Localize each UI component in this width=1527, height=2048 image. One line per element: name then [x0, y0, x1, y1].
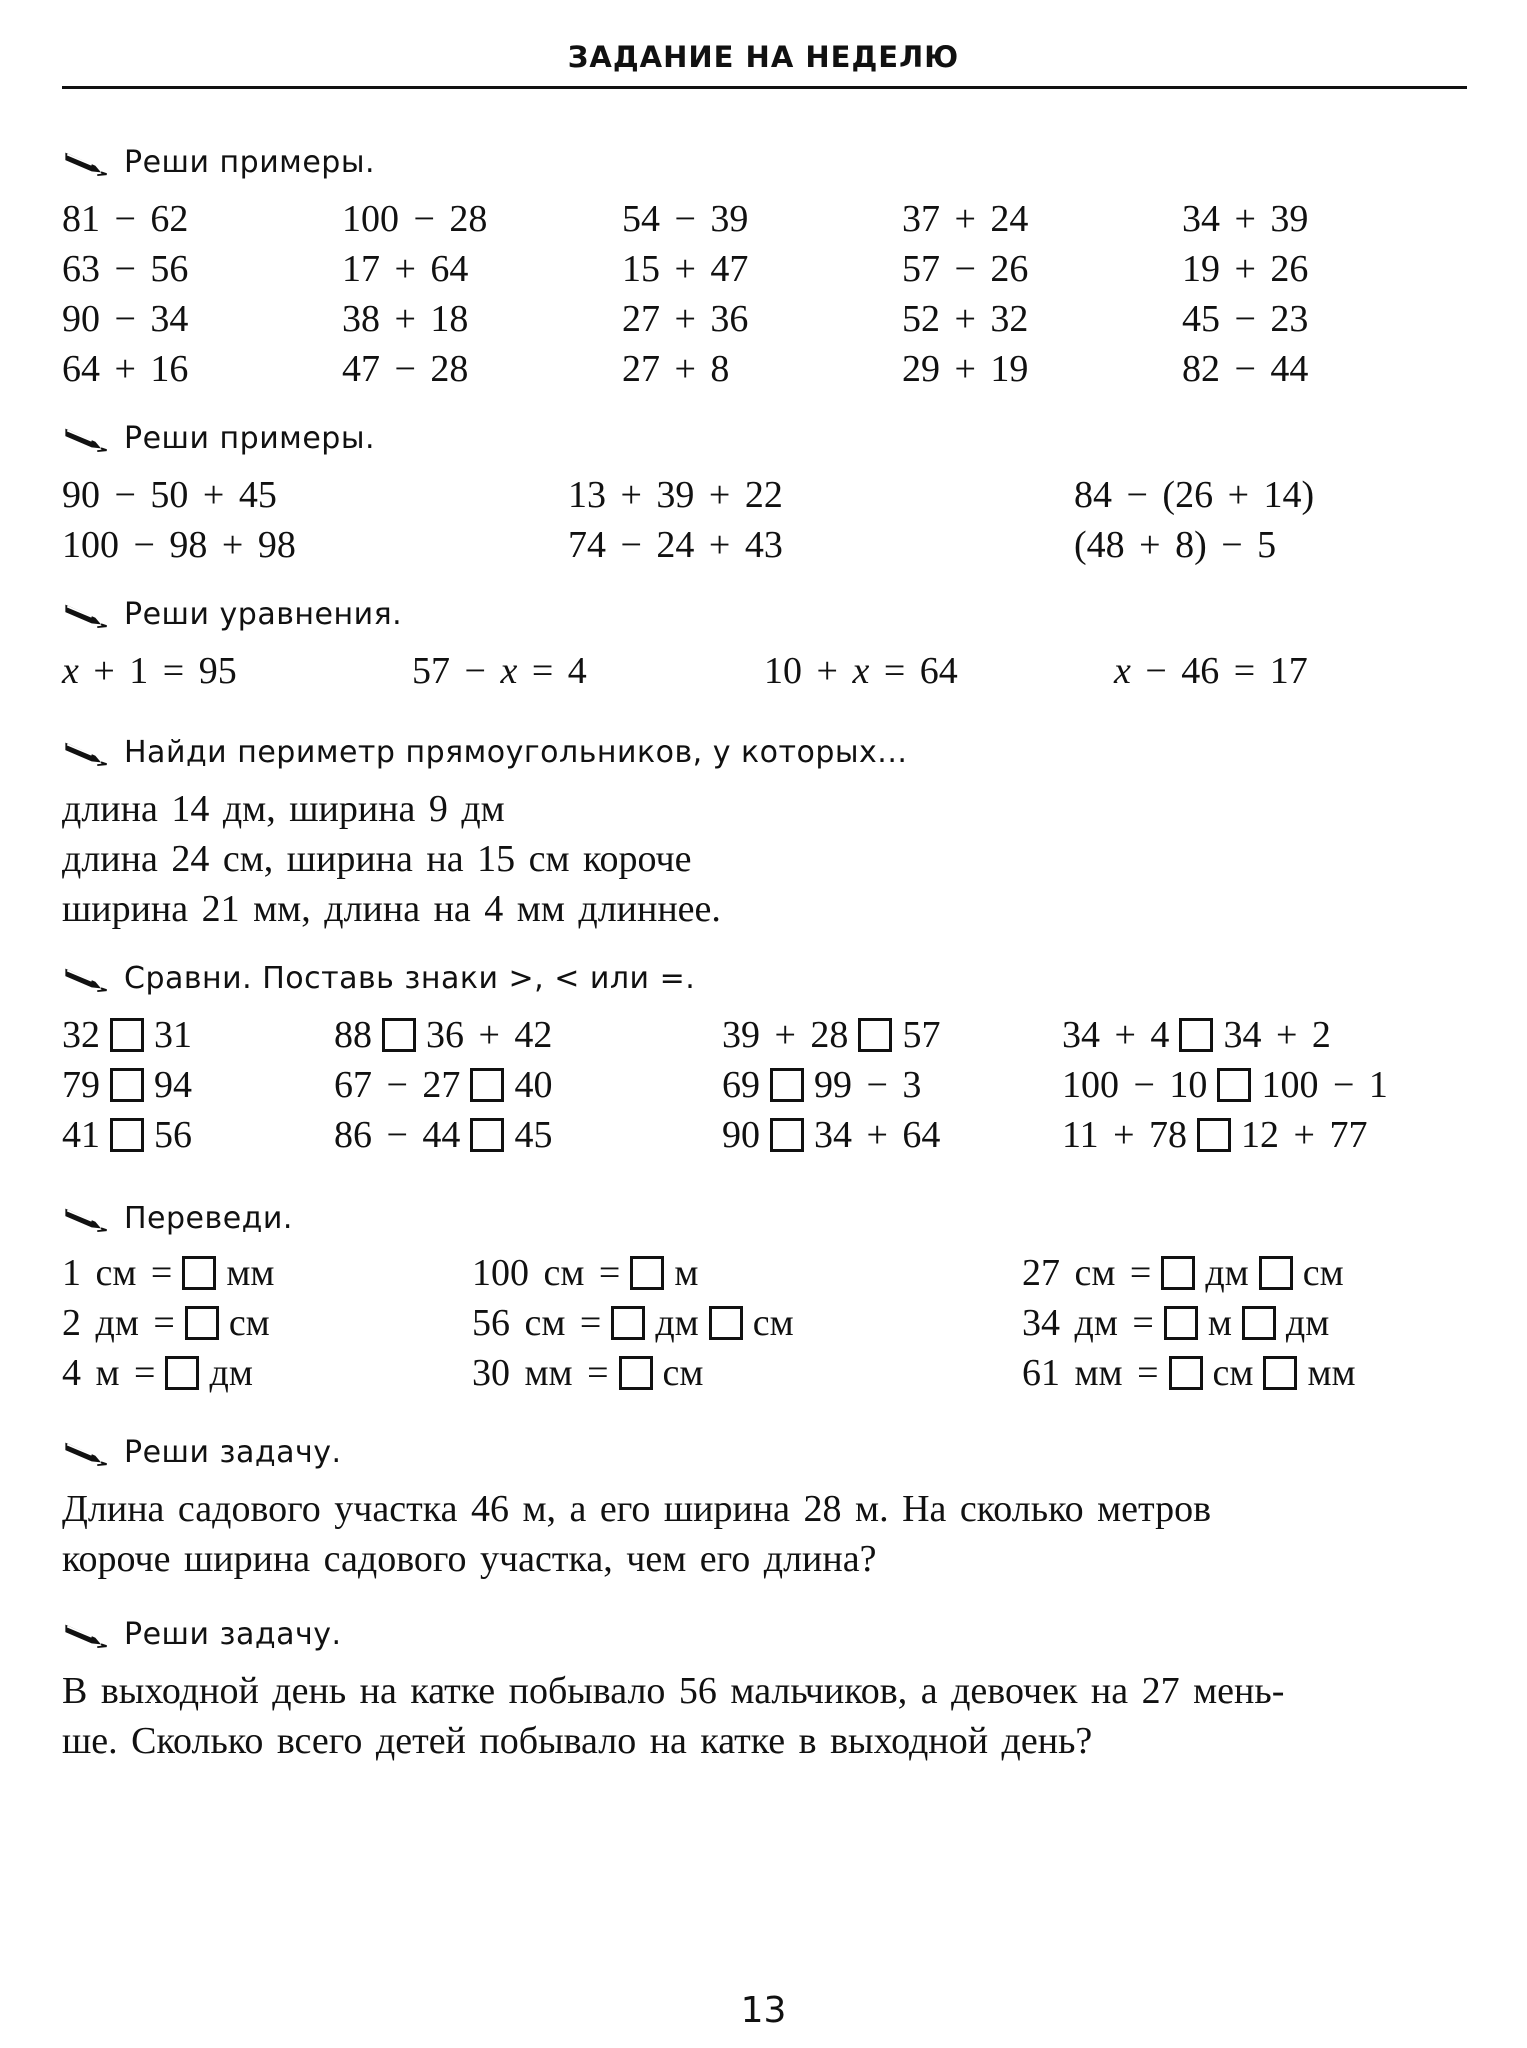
equations-line — [62, 646, 1472, 696]
task-title: Реши примеры. — [62, 418, 1472, 458]
compare-item: 100 − 10 100 − 1 — [1062, 1064, 1388, 1106]
section-compare — [62, 958, 1472, 1160]
answer-box[interactable] — [382, 1018, 416, 1052]
examples-row — [62, 194, 1472, 244]
example: 90 − 34 — [62, 298, 189, 340]
example: 38 + 18 — [342, 298, 469, 340]
answer-box[interactable] — [858, 1018, 892, 1052]
example: 100 − 28 — [342, 198, 488, 240]
compare-item: 69 99 − 3 — [722, 1064, 922, 1106]
example: 54 − 39 — [622, 198, 749, 240]
answer-box[interactable] — [470, 1068, 504, 1102]
convert-item: 56 см = дм см — [472, 1302, 794, 1344]
example: 29 + 19 — [902, 348, 1029, 390]
answer-box[interactable] — [611, 1306, 645, 1340]
answer-box[interactable] — [1164, 1306, 1198, 1340]
convert-item: 4 м = дм — [62, 1352, 253, 1394]
task-title: Найди периметр прямоугольников, у которых... — [62, 732, 1472, 772]
convert-item: 61 мм = см мм — [1022, 1352, 1356, 1394]
pencil-icon — [62, 1437, 110, 1467]
answer-box[interactable] — [182, 1256, 216, 1290]
text-line: Длина садового участка 46 м, а его ширина 28 м. На сколько метров — [62, 1488, 1212, 1530]
compare-grid — [62, 1010, 1472, 1160]
section-arithmetic-2 — [62, 418, 1472, 570]
compare-item: 88 36 + 42 — [334, 1014, 553, 1056]
example: 37 + 24 — [902, 198, 1029, 240]
equation: x − 46 = 17 — [1114, 650, 1308, 692]
examples-row — [62, 294, 1472, 344]
examples-row — [62, 244, 1472, 294]
task-title: Сравни. Поставь знаки >, < или =. — [62, 958, 1472, 998]
pencil-icon — [62, 963, 110, 993]
compare-row — [62, 1110, 1472, 1160]
answer-box[interactable] — [1161, 1256, 1195, 1290]
convert-item: 2 дм = см — [62, 1302, 270, 1344]
convert-item: 100 см = м — [472, 1252, 699, 1294]
pencil-icon — [62, 1619, 110, 1649]
examples-row — [62, 520, 1472, 570]
example: 63 − 56 — [62, 248, 189, 290]
problem-text — [62, 1484, 1472, 1584]
compare-item: 79 94 — [62, 1064, 192, 1106]
task-title: Переведи. — [62, 1198, 1472, 1238]
example: 45 − 23 — [1182, 298, 1309, 340]
task-title: Реши задачу. — [62, 1614, 1472, 1654]
convert-item: 30 мм = см — [472, 1352, 704, 1394]
answer-box[interactable] — [1169, 1356, 1203, 1390]
example: (48 + 8) − 5 — [1074, 524, 1277, 566]
compare-row — [62, 1060, 1472, 1110]
compare-row — [62, 1010, 1472, 1060]
pencil-icon — [62, 599, 110, 629]
answer-box[interactable] — [1197, 1118, 1231, 1152]
header-divider — [62, 86, 1467, 89]
section-arithmetic-1 — [62, 142, 1472, 394]
convert-item: 34 дм = м дм — [1022, 1302, 1330, 1344]
compare-item: 41 56 — [62, 1114, 192, 1156]
answer-box[interactable] — [619, 1356, 653, 1390]
answer-box[interactable] — [110, 1018, 144, 1052]
pencil-icon — [62, 423, 110, 453]
example: 82 − 44 — [1182, 348, 1309, 390]
text-line: ше. Сколько всего детей побывало на катке в выходной день? — [62, 1720, 1093, 1762]
compare-item: 32 31 — [62, 1014, 192, 1056]
examples-row — [62, 470, 1472, 520]
section-convert — [62, 1198, 1472, 1398]
example: 57 − 26 — [902, 248, 1029, 290]
example: 34 + 39 — [1182, 198, 1309, 240]
examples-grid — [62, 194, 1472, 394]
task-title: Реши задачу. — [62, 1432, 1472, 1472]
equations-row — [62, 646, 1472, 696]
example: 74 − 24 + 43 — [568, 524, 783, 566]
example: 64 + 16 — [62, 348, 189, 390]
examples-grid — [62, 470, 1472, 570]
convert-row — [62, 1348, 1472, 1398]
example: 15 + 47 — [622, 248, 749, 290]
convert-row — [62, 1298, 1472, 1348]
answer-box[interactable] — [1259, 1256, 1293, 1290]
text-line: В выходной день на катке побывало 56 мальчиков, а девочек на 27 мень- — [62, 1670, 1285, 1712]
example: 17 + 64 — [342, 248, 469, 290]
convert-item: 1 см = мм — [62, 1252, 275, 1294]
compare-item: 11 + 78 12 + 77 — [1062, 1114, 1368, 1156]
convert-grid — [62, 1248, 1472, 1398]
equation: 57 − x = 4 — [412, 650, 587, 692]
pencil-icon — [62, 147, 110, 177]
task-title: Реши примеры. — [62, 142, 1472, 182]
section-problem-1 — [62, 1432, 1472, 1584]
convert-row — [62, 1248, 1472, 1298]
equation: x + 1 = 95 — [62, 650, 237, 692]
pencil-icon — [62, 737, 110, 767]
compare-item: 86 − 44 45 — [334, 1114, 553, 1156]
compare-item: 39 + 28 57 — [722, 1014, 941, 1056]
answer-box[interactable] — [165, 1356, 199, 1390]
compare-item: 67 − 27 40 — [334, 1064, 553, 1106]
convert-item: 27 см = дм см — [1022, 1252, 1344, 1294]
answer-box[interactable] — [770, 1068, 804, 1102]
answer-box[interactable] — [110, 1118, 144, 1152]
answer-box[interactable] — [470, 1118, 504, 1152]
example: 13 + 39 + 22 — [568, 474, 783, 516]
equation: 10 + x = 64 — [764, 650, 958, 692]
example: 84 − (26 + 14) — [1074, 474, 1315, 516]
text-line: короче ширина садового участка, чем его длина? — [62, 1538, 877, 1580]
compare-item: 34 + 4 34 + 2 — [1062, 1014, 1331, 1056]
example: 100 − 98 + 98 — [62, 524, 296, 566]
answer-box[interactable] — [1263, 1356, 1297, 1390]
answer-box[interactable] — [1179, 1018, 1213, 1052]
answer-box[interactable] — [770, 1118, 804, 1152]
example: 90 − 50 + 45 — [62, 474, 277, 516]
answer-box[interactable] — [185, 1306, 219, 1340]
example: 19 + 26 — [1182, 248, 1309, 290]
examples-row — [62, 344, 1472, 394]
example: 52 + 32 — [902, 298, 1029, 340]
section-problem-2 — [62, 1614, 1472, 1766]
answer-box[interactable] — [110, 1068, 144, 1102]
example: 27 + 8 — [622, 348, 730, 390]
task-title: Реши уравнения. — [62, 594, 1472, 634]
section-equations — [62, 594, 1472, 696]
compare-item: 90 34 + 64 — [722, 1114, 941, 1156]
example: 47 − 28 — [342, 348, 469, 390]
text-line: ширина 21 мм, длина на 4 мм длиннее. — [62, 888, 721, 930]
page-title: ЗАДАНИЕ НА НЕДЕЛЮ — [567, 40, 960, 74]
example: 81 − 62 — [62, 198, 189, 240]
answer-box[interactable] — [1242, 1306, 1276, 1340]
answer-box[interactable] — [630, 1256, 664, 1290]
answer-box[interactable] — [709, 1306, 743, 1340]
page-number: 13 — [740, 1990, 787, 2031]
text-line: длина 14 дм, ширина 9 дм — [62, 788, 505, 830]
answer-box[interactable] — [1217, 1068, 1251, 1102]
problem-text — [62, 1666, 1472, 1766]
section-perimeter — [62, 732, 1472, 934]
example: 27 + 36 — [622, 298, 749, 340]
text-line: длина 24 см, ширина на 15 см короче — [62, 838, 692, 880]
pencil-icon — [62, 1203, 110, 1233]
perimeter-lines — [62, 784, 1472, 934]
